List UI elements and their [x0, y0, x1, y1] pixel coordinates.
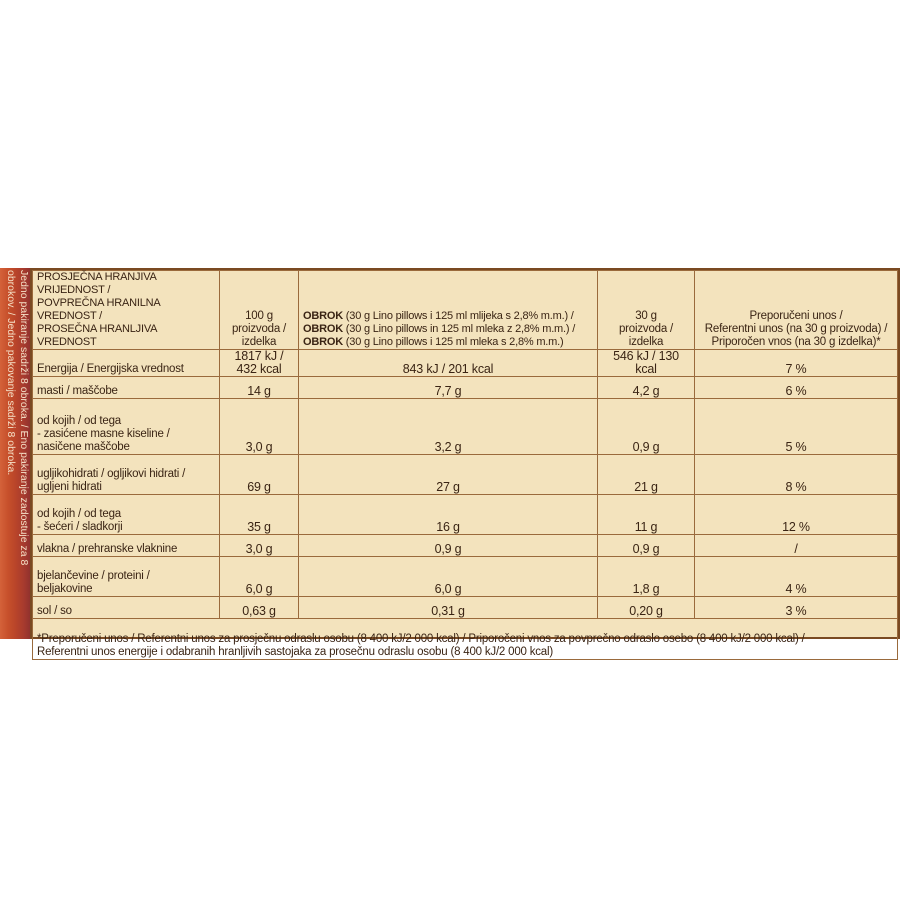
header-col0-line: PROSJEČNA HRANJIVA VRIJEDNOST / — [37, 271, 157, 296]
value-per-meal: 3,2 g — [299, 399, 598, 455]
table-row — [33, 535, 898, 557]
value-per-meal: 7,7 g — [299, 377, 598, 399]
header-per-100g-column — [220, 271, 299, 350]
reference-intake: 8 % — [695, 455, 898, 495]
table-row — [33, 557, 898, 597]
table-row — [33, 597, 898, 619]
nutrient-label: bjelančevine / proteini / beljakovine — [33, 557, 220, 597]
header-col1-line: proizvoda / — [231, 323, 287, 335]
value-per-meal: 16 g — [299, 495, 598, 535]
reference-intake: / — [695, 535, 898, 557]
table-header-row — [33, 271, 898, 350]
header-per-30g-column — [598, 271, 695, 350]
header-col1-line: izdelka — [241, 336, 277, 348]
header-col0-line: PROSEČNA HRANLJIVA VREDNOST — [37, 323, 157, 348]
value-per-30g: 0,20 g — [598, 597, 695, 619]
value-per-meal: 0,31 g — [299, 597, 598, 619]
value-per-100g: 69 g — [220, 455, 299, 495]
value-per-30g: 4,2 g — [598, 377, 695, 399]
header-col0-line: POVPREČNA HRANILNA VREDNOST / — [37, 297, 160, 322]
value-per-meal: 0,9 g — [299, 535, 598, 557]
footnote-line: Referentni unos energije i odabranih hranljivih sastojaka za prosečnu odraslu osobu (8 400 kJ/2 000 kcal) — [37, 646, 553, 658]
footnote-row — [33, 619, 898, 660]
nutrient-label: od kojih / od tega - šećeri / sladkorji — [33, 495, 220, 535]
side-servings-text — [2, 270, 30, 635]
nutrient-label: vlakna / prehranske vlaknine — [33, 535, 220, 557]
reference-intake: 5 % — [695, 399, 898, 455]
table-row — [33, 377, 898, 399]
reference-intake: 12 % — [695, 495, 898, 535]
header-col4-line: Priporočen vnos (na 30 g izdelka)* — [711, 336, 881, 348]
value-per-100g: 1817 kJ / 432 kcal — [220, 350, 299, 377]
side-text-line-1: Jedno pakiranje sadrži 8 obroka. / Eno pakiranje zadostuje za 8 — [18, 270, 30, 566]
header-col2-line: OBROK (30 g Lino pillows in 125 ml mleka z 2,8% m.m.) / — [303, 323, 576, 335]
value-per-100g: 35 g — [220, 495, 299, 535]
table-row — [33, 350, 898, 377]
header-col3-line: proizvoda / — [618, 323, 674, 335]
side-text-line-2: obrokov. / Jedno pakovanje sadrži 8 obroka. — [5, 270, 17, 476]
reference-intake: 7 % — [695, 350, 898, 377]
footnote-line: *Preporučeni unos / Referentni unos za prosječnu odraslu osobu (8 400 kJ/2 000 kcal) / Priporočeni vnos za povprečno odraslo osebo (8 400 kJ/2 000 kcal) / — [37, 633, 805, 645]
value-per-100g: 6,0 g — [220, 557, 299, 597]
nutrient-label: sol / so — [33, 597, 220, 619]
value-per-100g: 0,63 g — [220, 597, 299, 619]
value-per-30g: 546 kJ / 130 kcal — [598, 350, 695, 377]
value-per-30g: 1,8 g — [598, 557, 695, 597]
value-per-meal: 6,0 g — [299, 557, 598, 597]
nutrition-table — [32, 270, 898, 660]
header-reference-intake-column — [695, 271, 898, 350]
header-col1-line: 100 g — [245, 310, 273, 322]
header-col3-line: 30 g — [635, 310, 657, 322]
header-col2-line: OBROK (30 g Lino pillows i 125 ml mlijeka s 2,8% m.m.) / — [303, 310, 574, 322]
value-per-30g: 11 g — [598, 495, 695, 535]
value-per-30g: 0,9 g — [598, 535, 695, 557]
value-per-100g: 3,0 g — [220, 399, 299, 455]
header-col3-line: izdelka — [628, 336, 664, 348]
nutrient-label: od kojih / od tega - zasićene masne kiseline / nasičene maščobe — [33, 399, 220, 455]
value-per-meal: 27 g — [299, 455, 598, 495]
value-per-30g: 21 g — [598, 455, 695, 495]
nutrition-panel — [30, 268, 900, 658]
table-row — [33, 399, 898, 455]
value-per-100g: 14 g — [220, 377, 299, 399]
header-nutrient-column — [33, 271, 220, 350]
value-per-30g: 0,9 g — [598, 399, 695, 455]
value-per-100g: 3,0 g — [220, 535, 299, 557]
header-col4-line: Referentni unos (na 30 g proizvoda) / — [704, 323, 888, 335]
nutrient-label: masti / maščobe — [33, 377, 220, 399]
nutrient-label: Energija / Energijska vrednost — [33, 350, 220, 377]
reference-intake: 6 % — [695, 377, 898, 399]
header-meal-column — [299, 271, 598, 350]
header-col4-line: Preporučeni unos / — [749, 310, 843, 322]
table-row — [33, 495, 898, 535]
footnote — [33, 619, 898, 660]
reference-intake: 3 % — [695, 597, 898, 619]
table-row — [33, 455, 898, 495]
reference-intake: 4 % — [695, 557, 898, 597]
header-col2-line: OBROK (30 g Lino pillows i 125 ml mleka s 2,8% m.m.) — [303, 336, 564, 348]
nutrient-label: ugljikohidrati / ogljikovi hidrati / ugljeni hidrati — [33, 455, 220, 495]
value-per-meal: 843 kJ / 201 kcal — [299, 350, 598, 377]
